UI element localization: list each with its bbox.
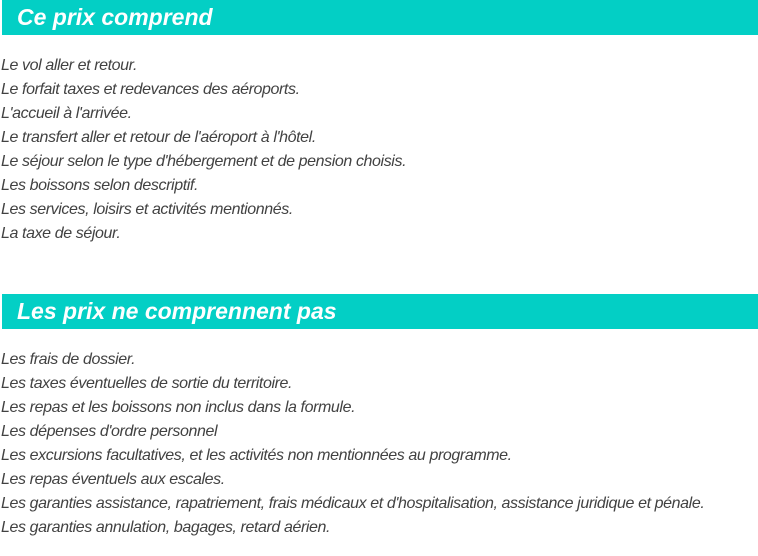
- list-item: Les frais de dossier.: [1, 351, 136, 368]
- section-price-included: [0, 0, 758, 246]
- section-header-included: [2, 0, 758, 35]
- section-header-not-included: [2, 294, 758, 329]
- list-item: L'accueil à l'arrivée.: [1, 105, 132, 122]
- list-item: Le forfait taxes et redevances des aéroports.: [1, 81, 300, 98]
- included-items-list: [0, 54, 758, 246]
- list-item: Les boissons selon descriptif.: [1, 177, 199, 194]
- list-item: Le vol aller et retour.: [1, 57, 138, 74]
- list-item: La taxe de séjour.: [1, 225, 121, 242]
- list-item: Les repas et les boissons non inclus dans la formule.: [1, 399, 356, 416]
- list-item: Les garanties annulation, bagages, retard aérien.: [1, 519, 331, 536]
- section-title-not-included: Les prix ne comprennent pas: [17, 298, 337, 324]
- list-item: Les garanties assistance, rapatriement, frais médicaux et d'hospitalisation, assistance juridique et pénale.: [1, 495, 705, 512]
- list-item: Les taxes éventuelles de sortie du territoire.: [1, 375, 293, 392]
- list-item: Le transfert aller et retour de l'aéroport à l'hôtel.: [1, 129, 316, 146]
- list-item: Le séjour selon le type d'hébergement et de pension choisis.: [1, 153, 407, 170]
- list-item: Les services, loisirs et activités mentionnés.: [1, 201, 293, 218]
- list-item: Les repas éventuels aux escales.: [1, 471, 225, 488]
- not-included-items-list: [0, 348, 758, 540]
- section-title-included: Ce prix comprend: [17, 4, 213, 30]
- list-item: Les dépenses d'ordre personnel: [1, 423, 218, 440]
- section-price-not-included: [0, 294, 758, 540]
- list-item: Les excursions facultatives, et les activités non mentionnées au programme.: [1, 447, 512, 464]
